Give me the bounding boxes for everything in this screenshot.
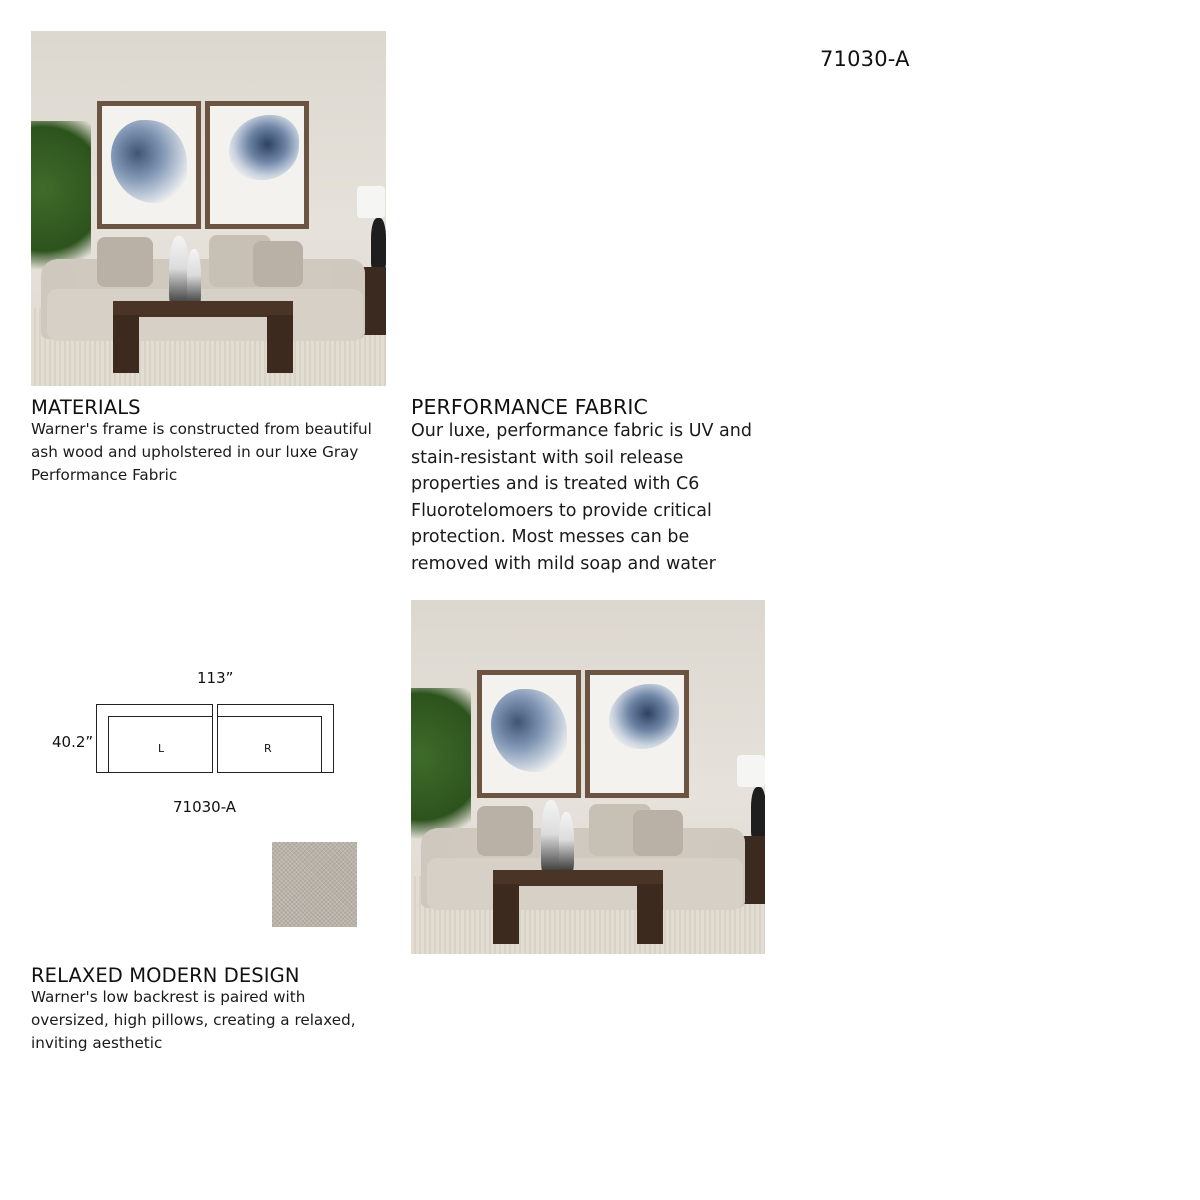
materials-description: Warner's frame is constructed from beautiful ash wood and upholstered in our luxe Gray Performance Fabric [31,420,372,484]
relaxed-design-description: Warner's low backrest is paired with oversized, high pillows, creating a relaxed, inviting aesthetic [31,988,356,1052]
diagram-width-label: 113” [197,669,234,687]
relaxed-design-heading: RELAXED MODERN DESIGN [31,964,300,987]
diagram-depth-label: 40.2” [52,733,94,751]
sofa-dimension-diagram [94,702,336,776]
model-number: 71030-A [820,47,910,71]
room-photo-bottom [411,600,765,954]
room-photo-top [31,31,386,386]
fabric-swatch [272,842,357,927]
performance-fabric-heading: PERFORMANCE FABRIC [411,395,648,419]
diagram-left-section-label: L [158,742,165,755]
diagram-right-section-label: R [264,742,272,755]
materials-heading: MATERIALS [31,396,141,419]
performance-fabric-description: Our luxe, performance fabric is UV and stain-resistant with soil release properties and is treated with C6 Fluorotelomoers to provide critical protection. Most messes can be removed with mild soap and water [411,421,752,574]
diagram-model-label: 71030-A [173,798,237,816]
